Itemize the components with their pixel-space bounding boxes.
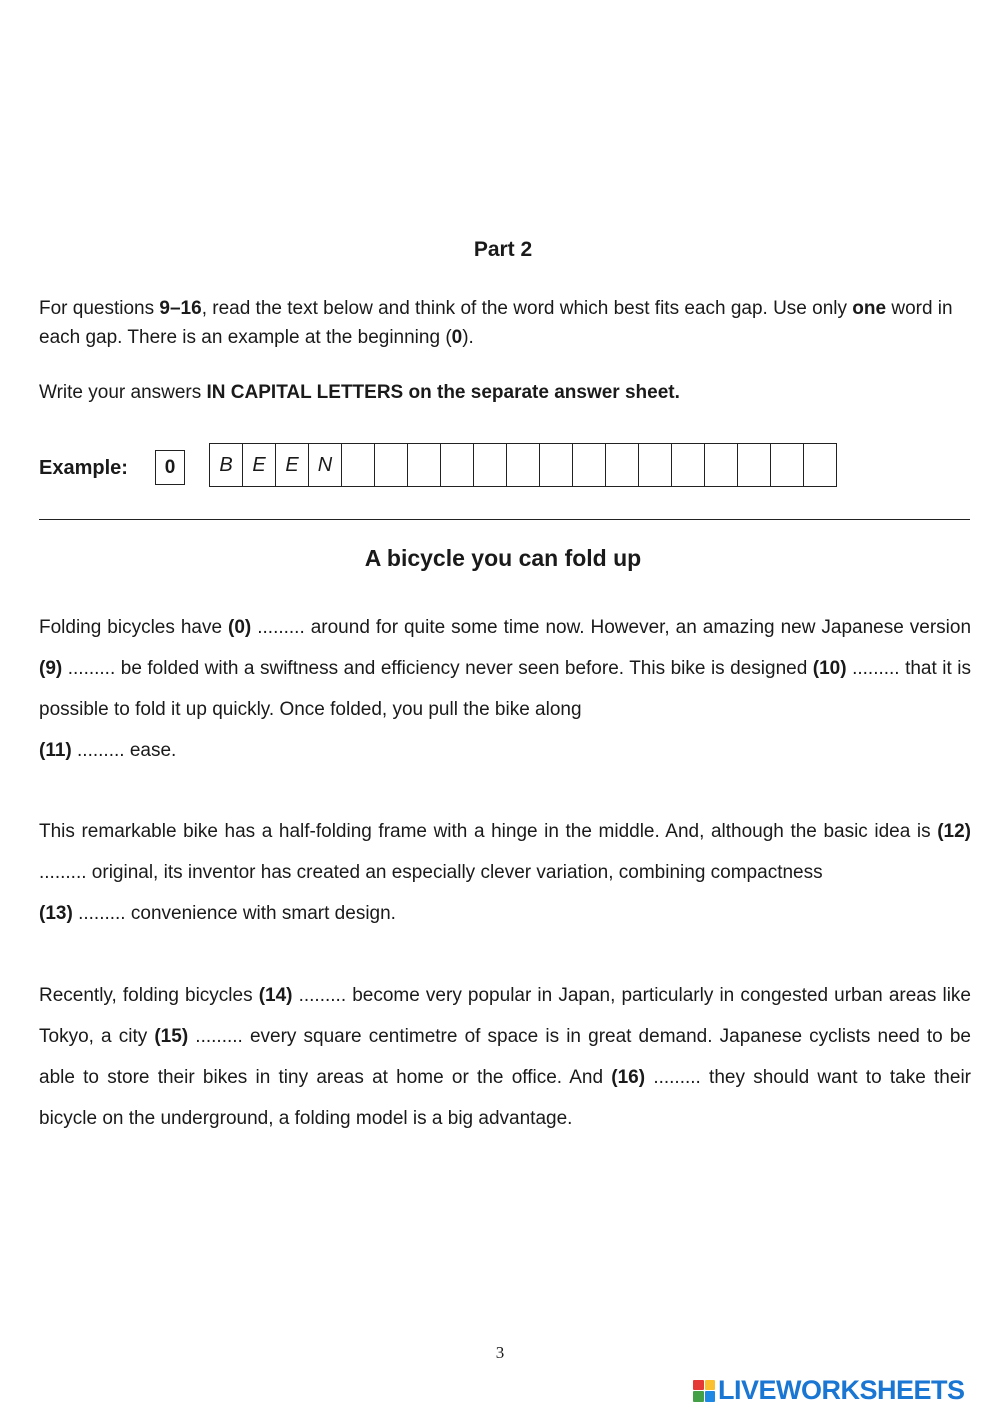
liveworksheets-logo[interactable] [693, 1375, 965, 1406]
example-answer-cell [771, 444, 804, 486]
example-answer-cell [705, 444, 738, 486]
example-answer-cell: E [243, 444, 276, 486]
example-answer-cell [738, 444, 771, 486]
example-answer-cell [375, 444, 408, 486]
gap-dots: ......... [653, 1067, 701, 1088]
example-answer-cell [408, 444, 441, 486]
instructions-text: For questions 9–16, read the text below and think of the word which best fits each gap. Use only one word in each gap. There is an example at the beginning (0). [39, 298, 953, 348]
example-answer-cell [540, 444, 573, 486]
gap-14: (14) [258, 985, 293, 1006]
logo-text: LIVEWORKSHEETS [718, 1375, 965, 1405]
gap-dots: ......... [77, 740, 125, 761]
gap-12: (12) [937, 821, 971, 842]
example-answer-cell: B [210, 444, 243, 486]
liveworksheets-logo-icon [693, 1380, 715, 1402]
gap-13: (13) [39, 903, 73, 924]
gap-dots: ......... [852, 658, 900, 679]
text-title: A bicycle you can fold up [364, 545, 642, 571]
gap-11: (11) [39, 740, 72, 761]
logo-icon-square [693, 1380, 704, 1391]
gap-10: (10) [812, 658, 847, 679]
example-number-box: 0 [155, 450, 185, 485]
paragraph-2: This remarkable bike has a half-folding frame with a hinge in the middle. And, although the basic idea is (12) ......... original, its inventor has created an especially clever variation, combining compactness (13) ......... convenience with smart design. [39, 821, 971, 924]
example-answer-cell [507, 444, 540, 486]
paragraph-3: Recently, folding bicycles (14) ......... become very popular in Japan, particularly in congested urban areas like Tokyo, a city (15) ......... every square centimetre of space is in great demand. Japanese cyclists need to be able to store their bikes in tiny areas at home or the office. And (16) ......... they should want to take their bicycle on the underground, a folding model is a big advantage. [39, 985, 971, 1129]
answer-instructions: Write your answers IN CAPITAL LETTERS on the separate answer sheet. [39, 382, 680, 403]
gap-dots: ......... [78, 903, 126, 924]
gap-dots: ......... [195, 1026, 243, 1047]
page-number: 3 [495, 1343, 505, 1362]
example-answer-cell [639, 444, 672, 486]
paragraph-1: Folding bicycles have (0) ......... around for quite some time now. However, an amazing new Japanese version (9) ......... be folded with a swiftness and efficiency never seen before. This bike is designed (10) ......... that it is possible to fold it up quickly. Once folded, you pull the bike along (11) ......... ease. [39, 617, 972, 761]
example-answer-cell [573, 444, 606, 486]
gap-16: (16) [611, 1067, 646, 1088]
example-answer-cell: E [276, 444, 309, 486]
logo-icon-square [705, 1391, 716, 1402]
example-answer-cell [474, 444, 507, 486]
gap-0: (0) [228, 617, 252, 638]
part-title: Part 2 [473, 238, 533, 261]
logo-icon-square [693, 1391, 704, 1402]
example-label: Example: [39, 457, 128, 479]
example-answer-cell [441, 444, 474, 486]
example-answer-cell [606, 444, 639, 486]
example-answer-cell [672, 444, 705, 486]
example-answer-cell [804, 444, 837, 486]
gap-dots: ......... [67, 658, 116, 679]
example-answer-cell: N [309, 444, 342, 486]
divider [39, 519, 970, 520]
gap-dots: ......... [39, 862, 87, 883]
logo-icon-square [705, 1380, 716, 1391]
example-answer-grid [209, 443, 837, 487]
gap-9: (9) [39, 658, 63, 679]
gap-dots: ......... [298, 985, 347, 1006]
example-answer-cell [342, 444, 375, 486]
gap-dots: ......... [257, 617, 305, 638]
gap-15: (15) [154, 1026, 189, 1047]
